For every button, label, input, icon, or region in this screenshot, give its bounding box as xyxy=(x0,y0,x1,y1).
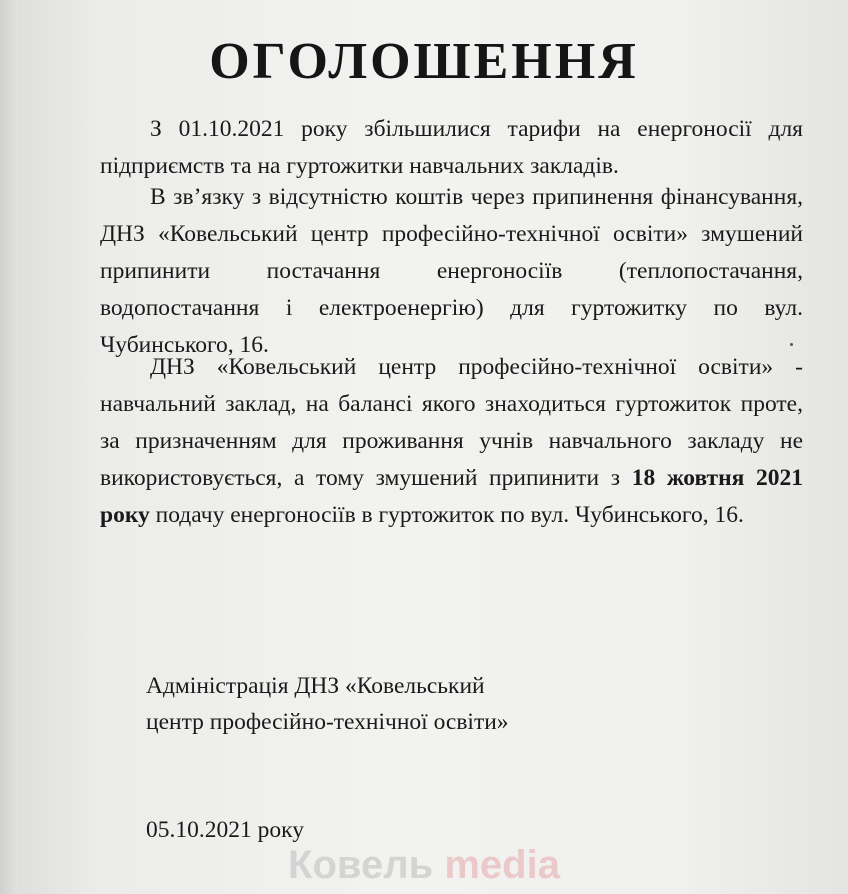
paragraph-tariffs-text: З 01.10.2021 року збільшилися тарифи на енергоносії для підприємств та на гуртожитки навчальних закладів. xyxy=(100,116,803,179)
watermark-part-1: Ковель xyxy=(288,843,434,887)
document-date: 05.10.2021 року xyxy=(146,817,304,843)
paragraph-dormitory-text-before: ДНЗ «Ковельський центр професійно-технічної освіти» - навчальний заклад, на балансі якого знаходиться гуртожиток проте, за призначенням для проживання учнів навчального закладу не використовується, а тому змушений припинити з xyxy=(100,354,803,491)
paragraph-funding xyxy=(100,179,803,364)
paragraph-tariffs xyxy=(100,111,803,185)
announcement-title: ОГОЛОШЕННЯ xyxy=(209,33,639,90)
watermark-part-2: media xyxy=(444,843,560,887)
paragraph-dormitory-text-after: подачу енергоносіїв в гуртожиток по вул. Чубинського, 16. xyxy=(149,502,744,528)
watermark-logo xyxy=(0,840,848,890)
signature-block xyxy=(146,668,509,740)
page-fold-shadow xyxy=(0,0,18,894)
paper-speck xyxy=(790,343,793,346)
cutoff-date: 18 жовтня 2021 року xyxy=(100,465,803,528)
signature-line-2: центр професійно-технічної освіти» xyxy=(146,709,509,735)
paragraph-dormitory xyxy=(100,349,803,534)
paragraph-funding-text: В зв’язку з відсутністю коштів через припинення фінансування, ДНЗ «Ковельський центр професійно-технічної освіти» змушений припинити постачання енергоносіїв (теплопостачання, водопостачання і електроенергію) для гуртожитку по вул. Чубинського, 16. xyxy=(100,184,803,358)
signature-line-1: Адміністрація ДНЗ «Ковельський xyxy=(146,673,485,699)
